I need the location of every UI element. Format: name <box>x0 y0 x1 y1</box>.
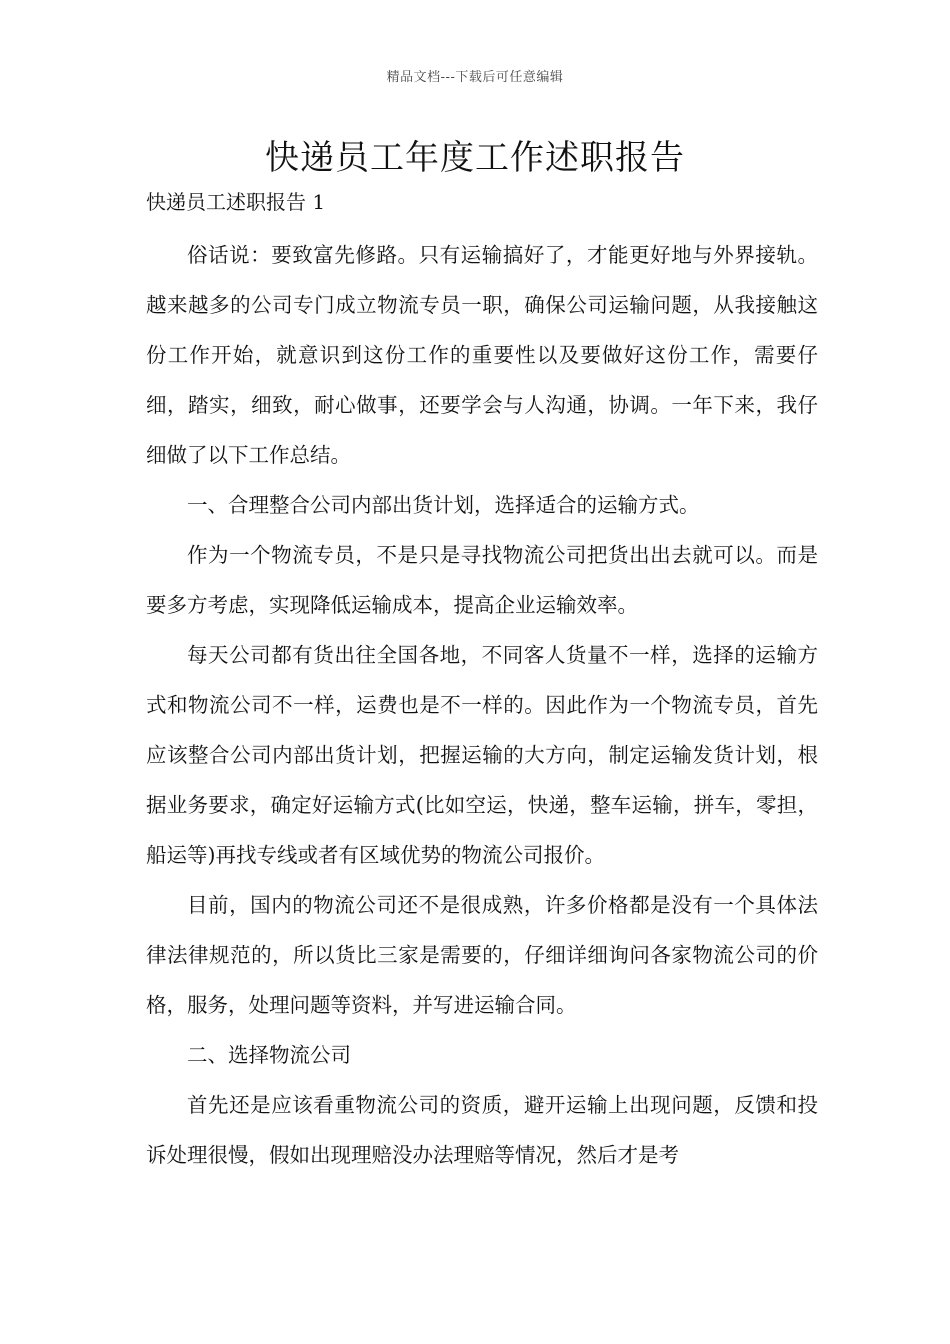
document-body <box>146 230 818 1180</box>
document-subtitle: 快递员工述职报告 1 <box>146 190 326 214</box>
paragraph-qualification: 首先还是应该看重物流公司的资质，避开运输上出现问题，反馈和投诉处理很慢，假如出现理赔没办法理赔等情况，然后才是考 <box>146 1093 818 1167</box>
document-title: 快递员工年度工作述职报告 <box>265 138 685 178</box>
paragraph-role: 作为一个物流专员，不是只是寻找物流公司把货出出去就可以。而是要多方考虑，实现降低运输成本，提高企业运输效率。 <box>146 543 818 617</box>
paragraph-intro: 俗话说：要致富先修路。只有运输搞好了，才能更好地与外界接轨。越来越多的公司专门成立物流专员一职，确保公司运输问题，从我接触这份工作开始，就意识到这份工作的重要性以及要做好这份工作，需要仔细，踏实，细致，耐心做事，还要学会与人沟通，协调。一年下来，我仔细做了以下工作总结。 <box>146 243 818 467</box>
paragraph-compare-prices: 目前，国内的物流公司还不是很成熟，许多价格都是没有一个具体法律法律规范的，所以货比三家是需要的，仔细详细询问各家物流公司的价格，服务，处理问题等资料，并写进运输合同。 <box>146 893 818 1017</box>
paragraph-shipping-plan: 每天公司都有货出往全国各地，不同客人货量不一样，选择的运输方式和物流公司不一样，运费也是不一样的。因此作为一个物流专员，首先应该整合公司内部出货计划，把握运输的大方向，制定运输发货计划，根据业务要求，确定好运输方式(比如空运，快递，整车运输，拼车，零担，船运等)再找专线或者有区域优势的物流公司报价。 <box>146 643 818 867</box>
section-heading-1: 一、合理整合公司内部出货计划，选择适合的运输方式。 <box>187 493 700 517</box>
page-header: 精品文档---下载后可任意编辑 <box>386 70 564 85</box>
section-heading-2: 二、选择物流公司 <box>187 1043 351 1067</box>
